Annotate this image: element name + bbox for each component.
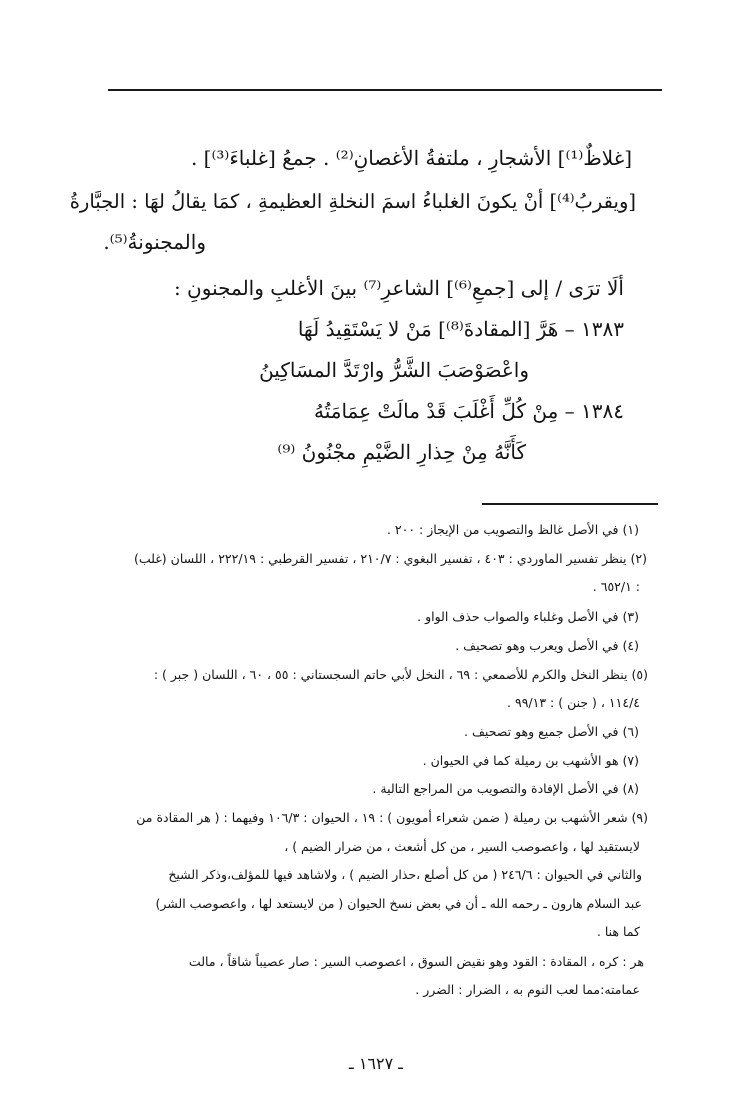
footnote: ١١٤/٤ ، ( جنن ) : ٩٩/١٣ . xyxy=(507,695,640,710)
verse-line: ١٣٨٣ – هَرَّ [المقادةَ⁽⁸⁾] مَنْ لا يَسْتَقِيدُ لَهَا xyxy=(297,317,624,341)
gloss-line: هر : كره ، المقادة : القود وهو نقيض السوق ، اعصوصب السير : صار عصيباً شاقاً ، مالت xyxy=(188,954,644,969)
footnote: والثاني في الحيوان : ٢٤٦/٦ ( من كل أصلع ،حذار الضيم ) ، ولاشاهد فيها للمؤلف،وذكر الشيخ xyxy=(168,867,642,882)
gloss-line: عمامته:مما لعب النوم به ، الضرار : الضرر . xyxy=(415,982,640,997)
footnote: : ٦٥٢/١ . xyxy=(592,579,640,594)
verse-line: ١٣٨٤ – مِنْ كُلِّ أَغْلَبَ قَدْ مالَتْ عِمَامَتُهُ xyxy=(313,399,624,423)
footnote: (١) في الأصل غالظ والتصويب من الإيجاز : ٢٠٠ . xyxy=(386,522,639,537)
page-number: ـ ١٦٢٧ ـ xyxy=(349,1054,403,1073)
footnote: (٧) هو الأشهب بن رميلة كما في الحيوان . xyxy=(422,753,639,768)
top-rule xyxy=(108,89,662,91)
text-line: [غلاظٌ⁽¹⁾] الأشجارِ ، ملتفةُ الأغصانِ⁽²⁾ . جمعُ [غلباءَ⁽³⁾] . xyxy=(190,146,632,170)
footnote: (٣) في الأصل وغلباء والصواب حذف الواو . xyxy=(417,609,639,624)
text-line: [ويقربُ⁽⁴⁾] أنْ يكونَ الغلباءُ اسمَ النخلةِ العظيمةِ ، كمَا يقالُ لهَا : الجبَّارةُ xyxy=(69,190,636,213)
verse-line: كَأَنَّهُ مِنْ حِذارِ الضَّيْمِ مجْنُونُ ⁽⁹⁾ xyxy=(277,440,526,464)
footnote: كما هنا . xyxy=(596,924,640,939)
verse-line: واعْصَوْصَبَ الشَّرُّ وارْتَدَّ المسَاكِينُ xyxy=(259,358,529,382)
text-line: ألَا ترَى / إلى [جمعِ⁽⁶⁾] الشاعرِ⁽⁷⁾ بينَ الأغلبِ والمجنونِ : xyxy=(173,276,624,300)
footnote: عبد السلام هارون ـ رحمه الله ـ أن في بعض نسخ الحيوان ( من لايستعد لها ، واعصوصب الشر) xyxy=(155,896,642,911)
footnote: (٨) في الأصل الإفادة والتصويب من المراجع التالية . xyxy=(372,781,639,796)
text-line: والمجنونةُ⁽⁵⁾. xyxy=(103,230,206,254)
footnote: (٢) ينظر تفسير الماوردي : ٤٠٣ ، تفسير البغوي : ٢١٠/٧ ، تفسير القرطبي : ٢٢٢/١٩ ، اللسان (غلب) xyxy=(133,551,647,566)
footnote-rule xyxy=(482,503,658,505)
footnote: (٩) شعر الأشهب بن رميلة ( ضمن شعراء أمويون ) : ١٩ ، الحيوان : ١٠٦/٣ وفيهما : ( هر المقادة من xyxy=(136,810,648,825)
footnote: (٥) ينظر النخل والكرم للأصمعي : ٦٩ ، النخل لأبي حاتم السجستاني : ٥٥ ، ٦٠ ، اللسان ( جبر ) : xyxy=(153,667,648,682)
footnote: (٤) في الأصل ويعرب وهو تصحيف . xyxy=(455,638,639,653)
footnote: (٦) في الأصل جميع وهو تصحيف . xyxy=(464,724,639,739)
footnote: لايستقيد لها ، واعصوصب السير ، من كل أشعث ، من ضرار الضيم ) ، xyxy=(284,839,640,854)
